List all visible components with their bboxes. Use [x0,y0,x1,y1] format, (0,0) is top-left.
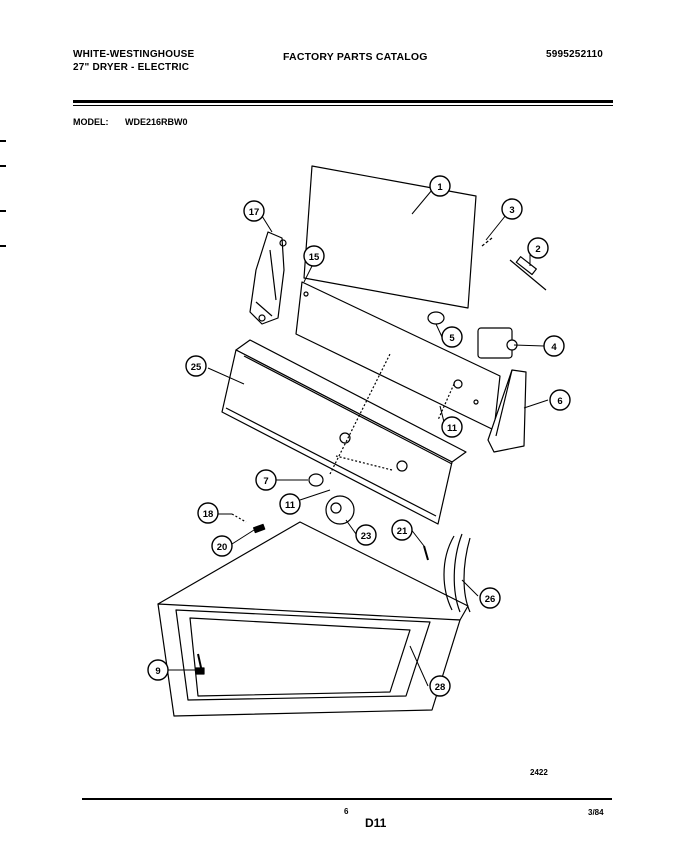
footer-rule [82,798,612,800]
callout-3 [502,199,522,219]
svg-text:21: 21 [396,526,408,537]
svg-text:26: 26 [484,594,496,605]
knob-part [309,474,323,486]
svg-text:4: 4 [551,342,557,353]
catalog-number: 5995252110 [546,49,604,60]
model-number: WDE216RBW0 [125,117,188,127]
callout-5 [442,327,462,347]
callout-2 [528,238,548,258]
svg-text:23: 23 [360,531,372,542]
svg-text:6: 6 [557,396,563,407]
callout-21 [392,520,412,540]
callout-28 [430,676,450,696]
svg-text:20: 20 [216,542,228,553]
svg-text:11: 11 [284,500,296,511]
callout-7 [256,470,276,490]
svg-text:3: 3 [509,205,515,216]
brand-name: WHITE-WESTINGHOUSE [73,49,195,60]
product-line: 27" DRYER - ELECTRIC [73,62,190,73]
drawing-code: 2422 [530,768,548,777]
svg-text:9: 9 [155,666,161,677]
left-endcap-part [250,232,284,324]
svg-text:25: 25 [190,362,202,373]
revision-date: 3/84 [588,808,604,817]
svg-text:5: 5 [449,333,455,344]
callout-15 [304,246,324,266]
svg-text:2: 2 [535,244,541,255]
callout-17 [244,201,264,221]
switch-part [428,312,444,324]
knob-part [397,461,407,471]
page-number: 6 [344,807,349,816]
callout-23 [356,525,376,545]
svg-text:15: 15 [308,252,320,263]
callout-18 [198,503,218,523]
callout-1 [430,176,450,196]
callout-4 [544,336,564,356]
callout-11b [280,494,300,514]
callout-9 [148,660,168,680]
callout-26 [480,588,500,608]
svg-text:17: 17 [248,207,260,218]
catalog-title: FACTORY PARTS CATALOG [283,51,428,63]
model-label: MODEL: [73,117,109,127]
callout-20 [212,536,232,556]
section-code: D11 [365,816,387,830]
callout-11a [442,417,462,437]
svg-text:18: 18 [202,509,214,520]
callout-25 [186,356,206,376]
callout-6 [550,390,570,410]
svg-text:7: 7 [263,476,269,487]
top-frame-part [158,522,468,620]
svg-text:11: 11 [446,423,458,434]
svg-text:1: 1 [437,182,443,193]
svg-text:28: 28 [434,682,446,693]
